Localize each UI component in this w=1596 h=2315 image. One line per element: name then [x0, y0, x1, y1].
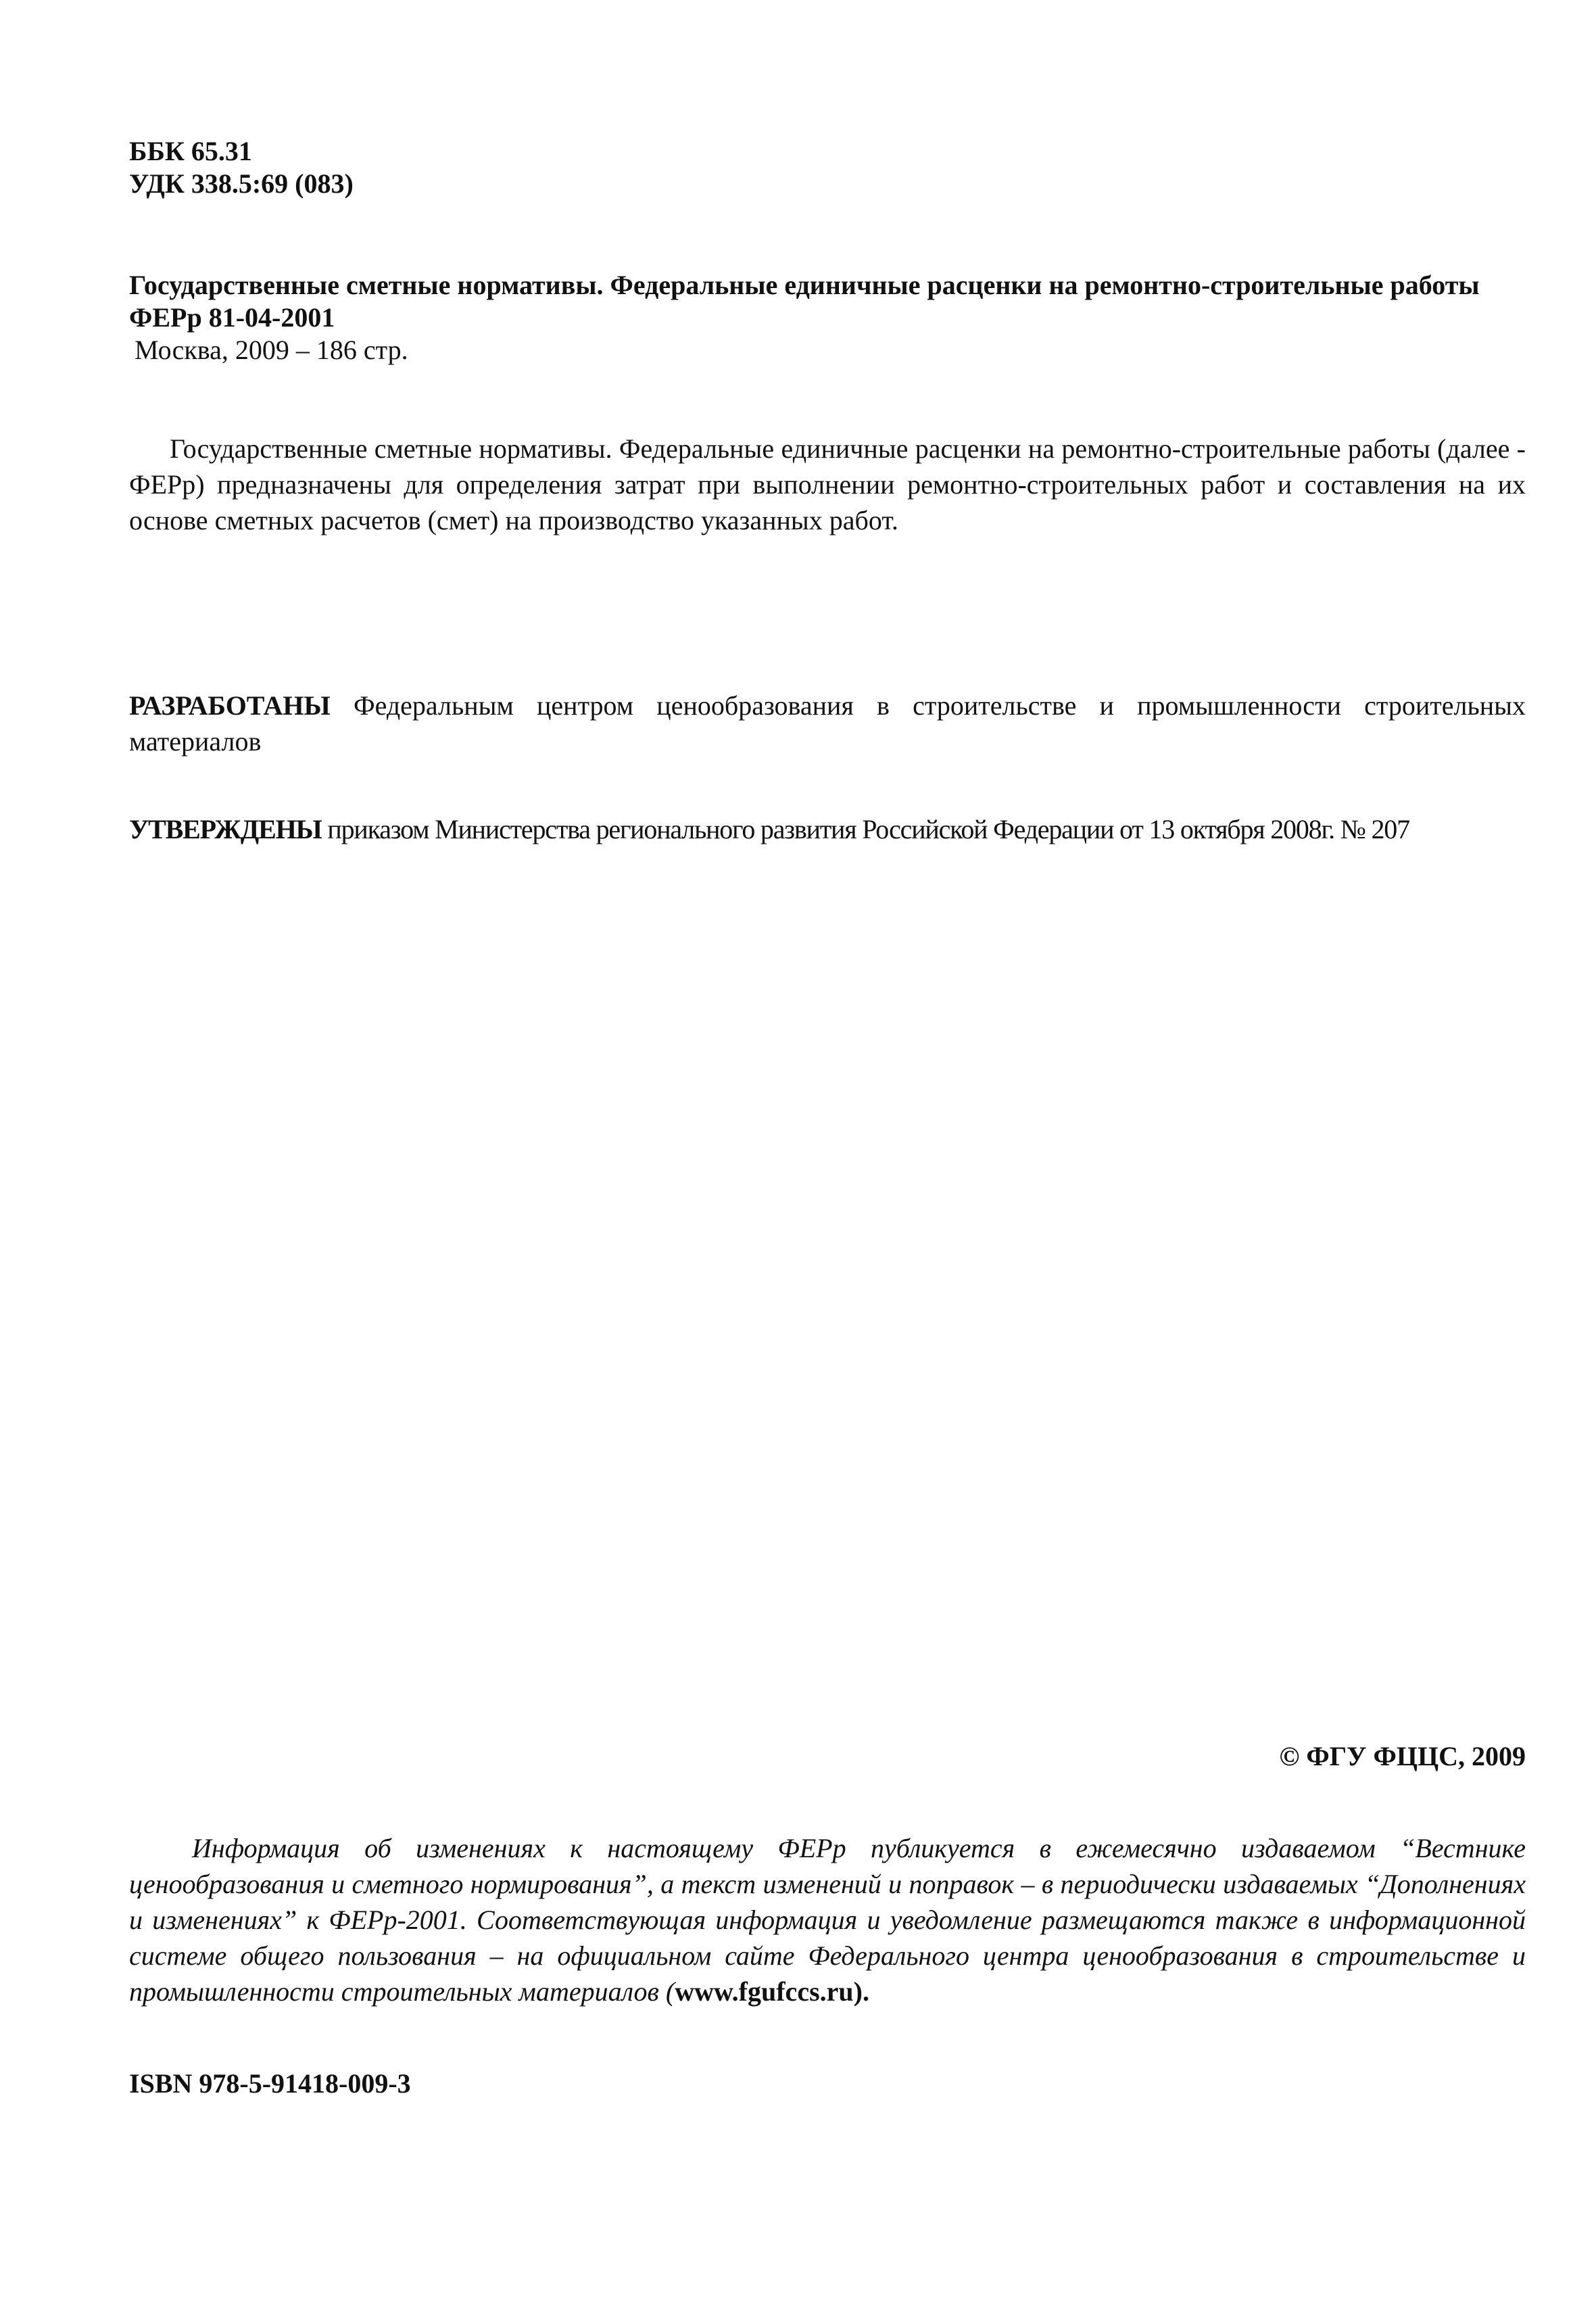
developed-paragraph	[129, 688, 1526, 759]
approved-label: УТВЕРЖДЕНЫ	[129, 814, 322, 844]
copyright-notice: © ФГУ ФЦЦС, 2009	[1279, 1741, 1526, 1771]
document-title: Государственные сметные нормативы. Федеральные единичные расценки на ремонтно-строительные работы	[129, 270, 1480, 300]
website-link[interactable]: www.fgufccs.ru	[675, 1976, 854, 2007]
info-text: Информация об изменениях к настоящему ФЕРр публикуется в ежемесячно издаваемом “Вестнике ценообразования и сметного нормирования”, а текст изменений и поправок – в периодически издаваемых “Дополнениях и изменениях” к ФЕРр-2001. Соответствующая информация и уведомление размещаются также в информационной системе общего пользования – на официальном сайте Федерального центра ценообразования в строительстве и промышленности строительных материалов (	[129, 1833, 1526, 2007]
approved-paragraph	[129, 811, 1526, 847]
info-paragraph	[129, 1830, 1526, 2009]
info-close: ).	[853, 1976, 869, 2007]
document-header	[129, 269, 1526, 366]
approved-text: приказом Министерства регионального развития Российской Федерации от 13 октября 2008г. № 207	[327, 814, 1409, 844]
classification-block	[129, 135, 1526, 200]
document-code: ФЕРр 81-04-2001	[129, 302, 335, 333]
developed-label: РАЗРАБОТАНЫ	[129, 690, 331, 721]
developed-text: Федеральным центром ценообразования в строительстве и промышленности строительных материалов	[129, 690, 1526, 757]
bbk-code: ББК 65.31	[129, 136, 252, 166]
abstract-paragraph: Государственные сметные нормативы. Федеральные единичные расценки на ремонтно-строительные работы (далее - ФЕРр) предназначены для определения затрат при выполнении ремонтно-строительных работ и составления на их основе сметных расчетов (смет) на производство указанных работ.	[129, 433, 1526, 535]
udk-code: УДК 338.5:69 (083)	[129, 168, 354, 199]
document-imprint: Москва, 2009 – 186 стр.	[135, 335, 408, 365]
isbn-number: ISBN 978-5-91418-009-3	[129, 2068, 411, 2099]
